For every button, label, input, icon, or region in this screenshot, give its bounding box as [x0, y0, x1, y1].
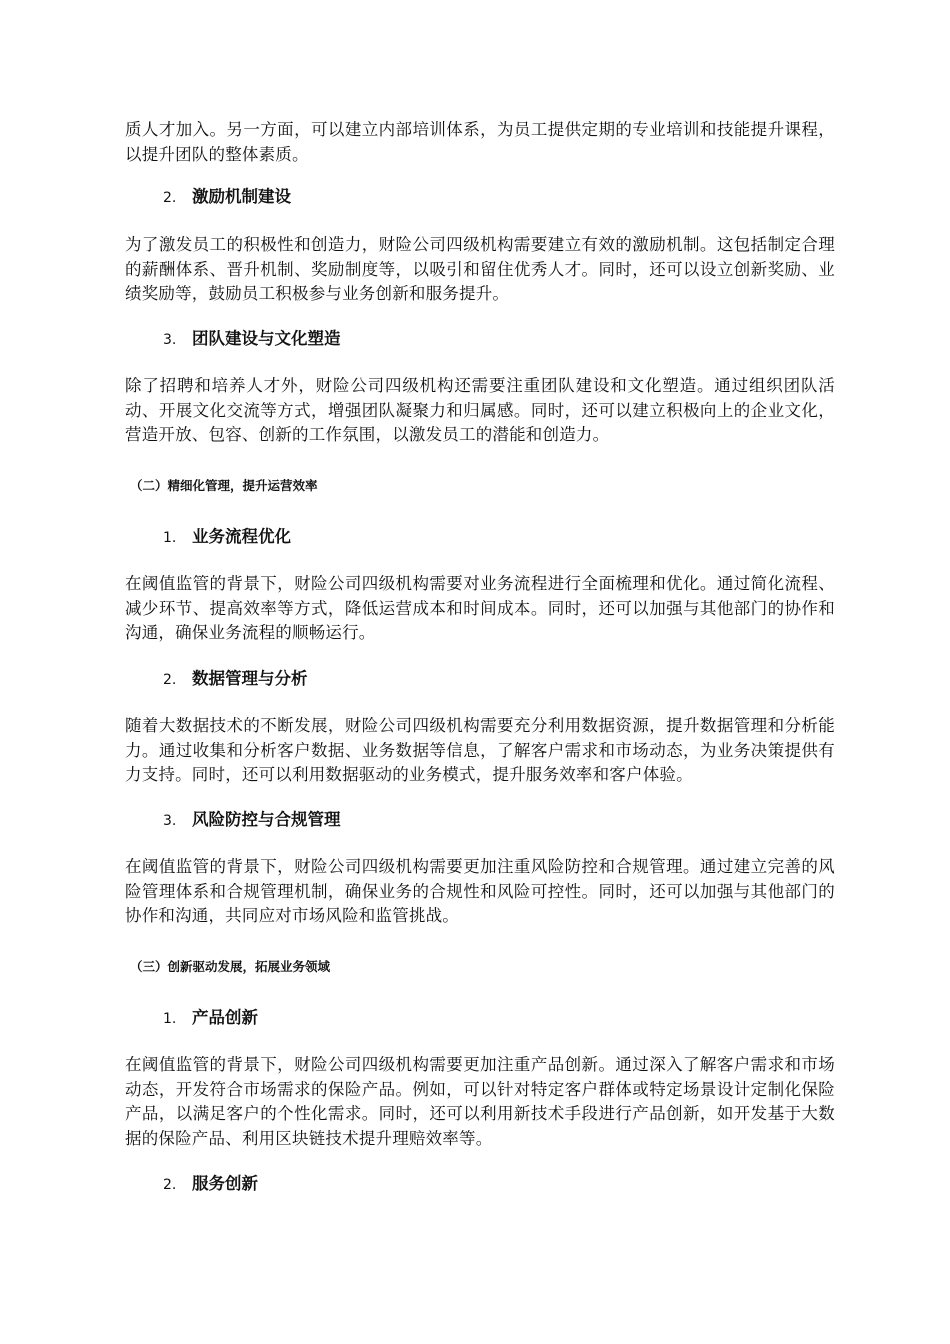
heading-title: 激励机制建设 — [192, 187, 291, 206]
heading-risk-compliance — [163, 808, 341, 833]
heading-title: 数据管理与分析 — [192, 669, 308, 688]
heading-title: 服务创新 — [192, 1174, 258, 1193]
paragraph-risk-compliance: 在阈值监管的背景下，财险公司四级机构需要更加注重风险防控和合规管理。通过建立完善的风险管理体系和合规管理机制，确保业务的合规性和风险可控性。同时，还可以加强与其他部门的协作和沟通，共同应对市场风险和监管挑战。 — [125, 857, 835, 925]
paragraph-talent-training: 质人才加入。另一方面，可以建立内部培训体系，为员工提供定期的专业培训和技能提升课程，以提升团队的整体素质。 — [125, 120, 835, 164]
heading-title: 业务流程优化 — [192, 527, 291, 546]
section-heading-fine-management: （二）精细化管理，提升运营效率 — [130, 478, 318, 493]
heading-incentive-mechanism — [163, 185, 291, 210]
paragraph-data-management: 随着大数据技术的不断发展，财险公司四级机构需要充分利用数据资源，提升数据管理和分析能力。通过收集和分析客户数据、业务数据等信息，了解客户需求和市场动态，为业务决策提供有力支持。同时，还可以利用数据驱动的业务模式，提升服务效率和客户体验。 — [125, 716, 835, 784]
heading-title: 团队建设与文化塑造 — [192, 329, 341, 348]
heading-process-optimization — [163, 525, 291, 550]
heading-number: 3. — [163, 813, 177, 829]
paragraph-product-innovation: 在阈值监管的背景下，财险公司四级机构需要更加注重产品创新。通过深入了解客户需求和市场动态，开发符合市场需求的保险产品。例如，可以针对特定客户群体或特定场景设计定制化保险产品，以满足客户的个性化需求。同时，还可以利用新技术手段进行产品创新，如开发基于大数据的保险产品、利用区块链技术提升理赔效率等。 — [125, 1055, 835, 1148]
heading-number: 2. — [163, 1177, 177, 1193]
heading-number: 3. — [163, 332, 177, 348]
heading-number: 1. — [163, 530, 177, 546]
section-heading-innovation: （三）创新驱动发展，拓展业务领域 — [130, 959, 331, 974]
heading-number: 2. — [163, 672, 177, 688]
heading-service-innovation — [163, 1172, 258, 1197]
paragraph-team-culture: 除了招聘和培养人才外，财险公司四级机构还需要注重团队建设和文化塑造。通过组织团队活动、开展文化交流等方式，增强团队凝聚力和归属感。同时，还可以建立积极向上的企业文化，营造开放、包容、创新的工作氛围，以激发员工的潜能和创造力。 — [125, 376, 835, 444]
paragraph-incentive: 为了激发员工的积极性和创造力，财险公司四级机构需要建立有效的激励机制。这包括制定合理的薪酬体系、晋升机制、奖励制度等，以吸引和留住优秀人才。同时，还可以设立创新奖励、业绩奖励等，鼓励员工积极参与业务创新和服务提升。 — [125, 235, 835, 303]
heading-number: 1. — [163, 1011, 177, 1027]
heading-data-management — [163, 667, 308, 692]
heading-product-innovation — [163, 1006, 258, 1031]
heading-number: 2. — [163, 190, 177, 206]
heading-title: 风险防控与合规管理 — [192, 810, 341, 829]
heading-team-culture — [163, 327, 341, 352]
heading-title: 产品创新 — [192, 1008, 258, 1027]
paragraph-process-optimization: 在阈值监管的背景下，财险公司四级机构需要对业务流程进行全面梳理和优化。通过简化流程、减少环节、提高效率等方式，降低运营成本和时间成本。同时，还可以加强与其他部门的协作和沟通，确保业务流程的顺畅运行。 — [125, 574, 835, 642]
